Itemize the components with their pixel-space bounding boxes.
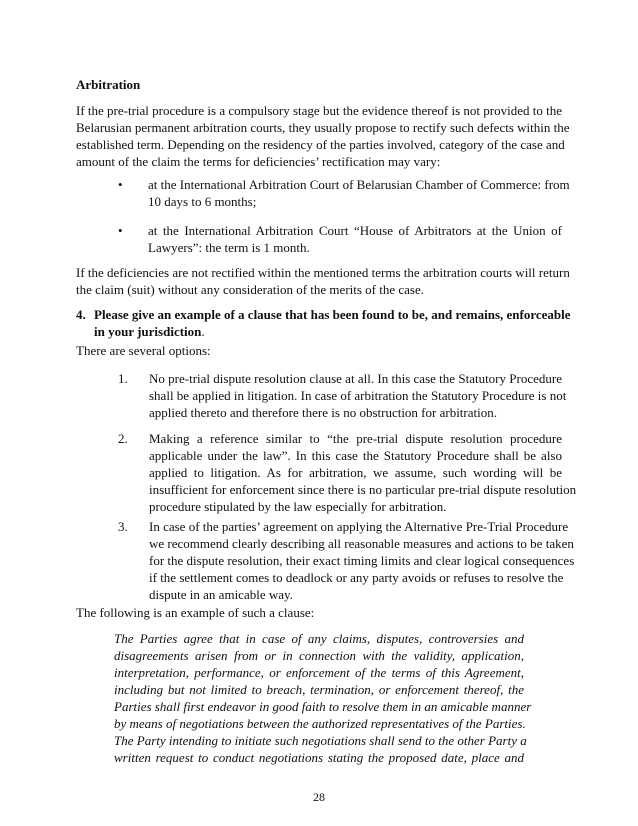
question-number: 4. (76, 307, 86, 322)
text-line: Lawyers”: the term is 1 month. (148, 240, 310, 255)
text-line: applicable under the law”. In this case the Statutory Procedure shall be also (149, 448, 562, 463)
bullet-item (148, 222, 562, 256)
text-line: 10 days to 6 months; (148, 194, 257, 209)
text-line: including but not limited to breach, termination, or enforcement thereof, the (114, 682, 524, 697)
text-line: Belarusian permanent arbitration courts, they usually propose to rectify such defects within the (76, 120, 570, 135)
option-item (149, 518, 575, 603)
text-line: In case of the parties’ agreement on applying the Alternative Pre-Trial Procedure (149, 519, 569, 534)
page-number: 28 (313, 790, 325, 804)
text-line: applied to litigation. As for arbitration, we assume, such wording will be (149, 465, 562, 480)
text-line: shall be applied in litigation. In case of arbitration the Statutory Procedure is not (149, 388, 567, 403)
text-line: The Party intending to initiate such negotiations shall send to the other Party a (114, 733, 527, 748)
text-line: Parties shall first endeavor in good faith to resolve them in an amicable manner (114, 699, 532, 714)
option-number: 3. (118, 519, 128, 534)
bullet-icon: • (118, 223, 123, 238)
text-line: No pre-trial dispute resolution clause at all. In this case the Statutory Procedure (149, 371, 562, 386)
text-line: the claim (suit) without any consideration of the merits of the case. (76, 282, 425, 297)
text-line: at the International Arbitration Court of Belarusian Chamber of Commerce: from (148, 177, 570, 192)
options-intro: There are several options: (76, 343, 211, 358)
text-line: at the International Arbitration Court “House of Arbitrators at the Union of (148, 223, 562, 238)
text-line: procedure stipulated by the law especially for arbitration. (149, 499, 447, 514)
text-line (94, 323, 562, 340)
bullet-item (148, 176, 570, 210)
text-line: by means of negotiations between the authorized representatives of the Parties. (114, 716, 526, 731)
option-item (149, 430, 577, 515)
text-line: for the dispute resolution, their exact timing limits and clear logical consequences (149, 553, 575, 568)
bullet-icon: • (118, 177, 123, 192)
text-line: dispute in an amicable way. (149, 587, 293, 602)
text-line: Please give an example of a clause that has been found to be, and remains, enforceable (94, 307, 571, 322)
text-line: written request to conduct negotiations stating the proposed date, place and (114, 750, 524, 765)
option-item (149, 370, 567, 421)
text-line: interpretation, performance, or enforcement of the terms of this Agreement, (114, 665, 524, 680)
text-line: If the deficiencies are not rectified within the mentioned terms the arbitration courts will return (76, 265, 570, 280)
text-line: Making a reference similar to “the pre-trial dispute resolution procedure (149, 431, 562, 446)
intro-paragraph (76, 102, 570, 170)
text-line: established term. Depending on the residency of the parties involved, category of the case and (76, 137, 565, 152)
text-line: If the pre-trial procedure is a compulsory stage but the evidence thereof is not provided to the (76, 103, 562, 118)
text-line: we recommend clearly describing all reasonable measures and actions to be taken (149, 536, 574, 551)
question-text (94, 306, 571, 340)
text-line: applied thereto and therefore there is no obstruction for arbitration. (149, 405, 497, 420)
example-intro: The following is an example of such a clause: (76, 605, 315, 620)
text-line: amount of the claim the terms for deficiencies’ rectification may vary: (76, 154, 441, 169)
question-tail: . (201, 324, 205, 339)
text-line: insufficient for enforcement since there is no particular pre-trial dispute resolution (149, 482, 577, 497)
question-bold-tail: in your jurisdiction (94, 324, 202, 339)
example-clause (114, 630, 532, 766)
option-number: 1. (118, 371, 128, 386)
text-line: disagreements arisen from or in connection with the validity, application, (114, 648, 524, 663)
option-number: 2. (118, 431, 128, 446)
text-line: The Parties agree that in case of any claims, disputes, controversies and (114, 631, 524, 646)
section-heading: Arbitration (76, 77, 141, 92)
deficiency-paragraph (76, 264, 570, 298)
text-line: if the settlement comes to deadlock or any party avoids or refuses to resolve the (149, 570, 564, 585)
